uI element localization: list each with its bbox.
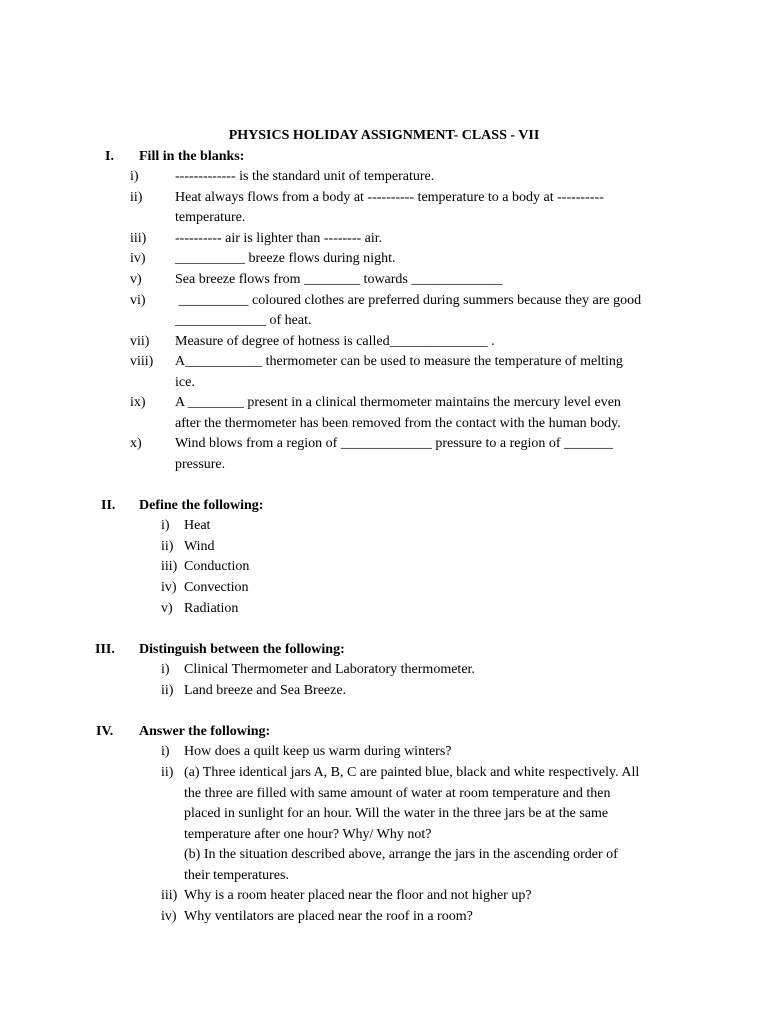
section-number: III. — [95, 642, 115, 657]
item-number: i) — [130, 169, 139, 184]
item-text: Convection — [184, 580, 249, 595]
item-number: i) — [161, 518, 170, 533]
item-text: (a) Three identical jars A, B, C are painted blue, black and white respectively. All — [184, 765, 640, 780]
section-number: IV. — [96, 724, 114, 739]
item-number: ii) — [161, 539, 174, 554]
item-text: ice. — [175, 375, 195, 390]
item-text: ------------- is the standard unit of temperature. — [175, 169, 435, 184]
item-number: vi) — [130, 293, 146, 308]
item-number: x) — [130, 436, 142, 451]
item-number: ix) — [130, 395, 146, 410]
item-text: (b) In the situation described above, arrange the jars in the ascending order of — [184, 847, 618, 862]
item-text: temperature. — [175, 210, 246, 225]
item-text: Land breeze and Sea Breeze. — [184, 683, 347, 698]
item-number: iv) — [161, 909, 177, 924]
item-number: iii) — [130, 231, 147, 246]
section-number: I. — [105, 149, 114, 164]
item-text: Measure of degree of hotness is called______________ . — [175, 334, 495, 349]
section-number: II. — [101, 498, 116, 513]
section-heading: Define the following: — [139, 498, 264, 513]
item-number: ii) — [161, 683, 174, 698]
item-text: A___________ thermometer can be used to measure the temperature of melting — [175, 354, 623, 369]
item-number: v) — [130, 272, 142, 287]
item-number: viii) — [130, 354, 154, 369]
item-text: Heat always flows from a body at ---------- temperature to a body at ---------- — [175, 190, 604, 205]
item-text: ---------- air is lighter than -------- air. — [175, 231, 383, 246]
item-number: iii) — [161, 888, 178, 903]
page-title: PHYSICS HOLIDAY ASSIGNMENT- CLASS - VII — [228, 128, 540, 143]
item-number: i) — [161, 662, 170, 677]
item-number: vii) — [130, 334, 150, 349]
item-number: ii) — [161, 765, 174, 780]
item-text: Why is a room heater placed near the floor and not higher up? — [184, 888, 532, 903]
item-text: the three are filled with same amount of water at room temperature and then — [184, 786, 611, 801]
section-heading: Answer the following: — [139, 724, 271, 739]
item-number: iv) — [161, 580, 177, 595]
item-number: ii) — [130, 190, 143, 205]
item-text: Radiation — [184, 601, 239, 616]
section-heading: Distinguish between the following: — [139, 642, 345, 657]
item-text: placed in sunlight for an hour. Will the water in the three jars be at the same — [184, 806, 609, 821]
item-text: How does a quilt keep us warm during winters? — [184, 744, 452, 759]
item-text: after the thermometer has been removed from the contact with the human body. — [175, 416, 621, 431]
item-text: Why ventilators are placed near the roof in a room? — [184, 909, 473, 924]
item-text: Clinical Thermometer and Laboratory thermometer. — [184, 662, 475, 677]
item-number: v) — [161, 601, 173, 616]
section-heading: Fill in the blanks: — [139, 149, 245, 164]
item-text: Wind — [184, 539, 215, 554]
item-number: i) — [161, 744, 170, 759]
item-text: _____________ of heat. — [175, 313, 312, 328]
item-text: their temperatures. — [184, 868, 289, 883]
item-text: Wind blows from a region of _____________ pressure to a region of _______ — [175, 436, 614, 451]
item-text: __________ breeze flows during night. — [175, 251, 396, 266]
item-text: pressure. — [175, 457, 226, 472]
item-text: Heat — [184, 518, 211, 533]
item-text: A ________ present in a clinical thermometer maintains the mercury level even — [175, 395, 621, 410]
item-text: temperature after one hour? Why/ Why not? — [184, 827, 432, 842]
item-text: Conduction — [184, 559, 250, 574]
item-text: Sea breeze flows from ________ towards _____________ — [175, 272, 503, 287]
item-number: iii) — [161, 559, 178, 574]
item-number: iv) — [130, 251, 146, 266]
item-text: __________ coloured clothes are preferred during summers because they are good — [175, 293, 642, 308]
